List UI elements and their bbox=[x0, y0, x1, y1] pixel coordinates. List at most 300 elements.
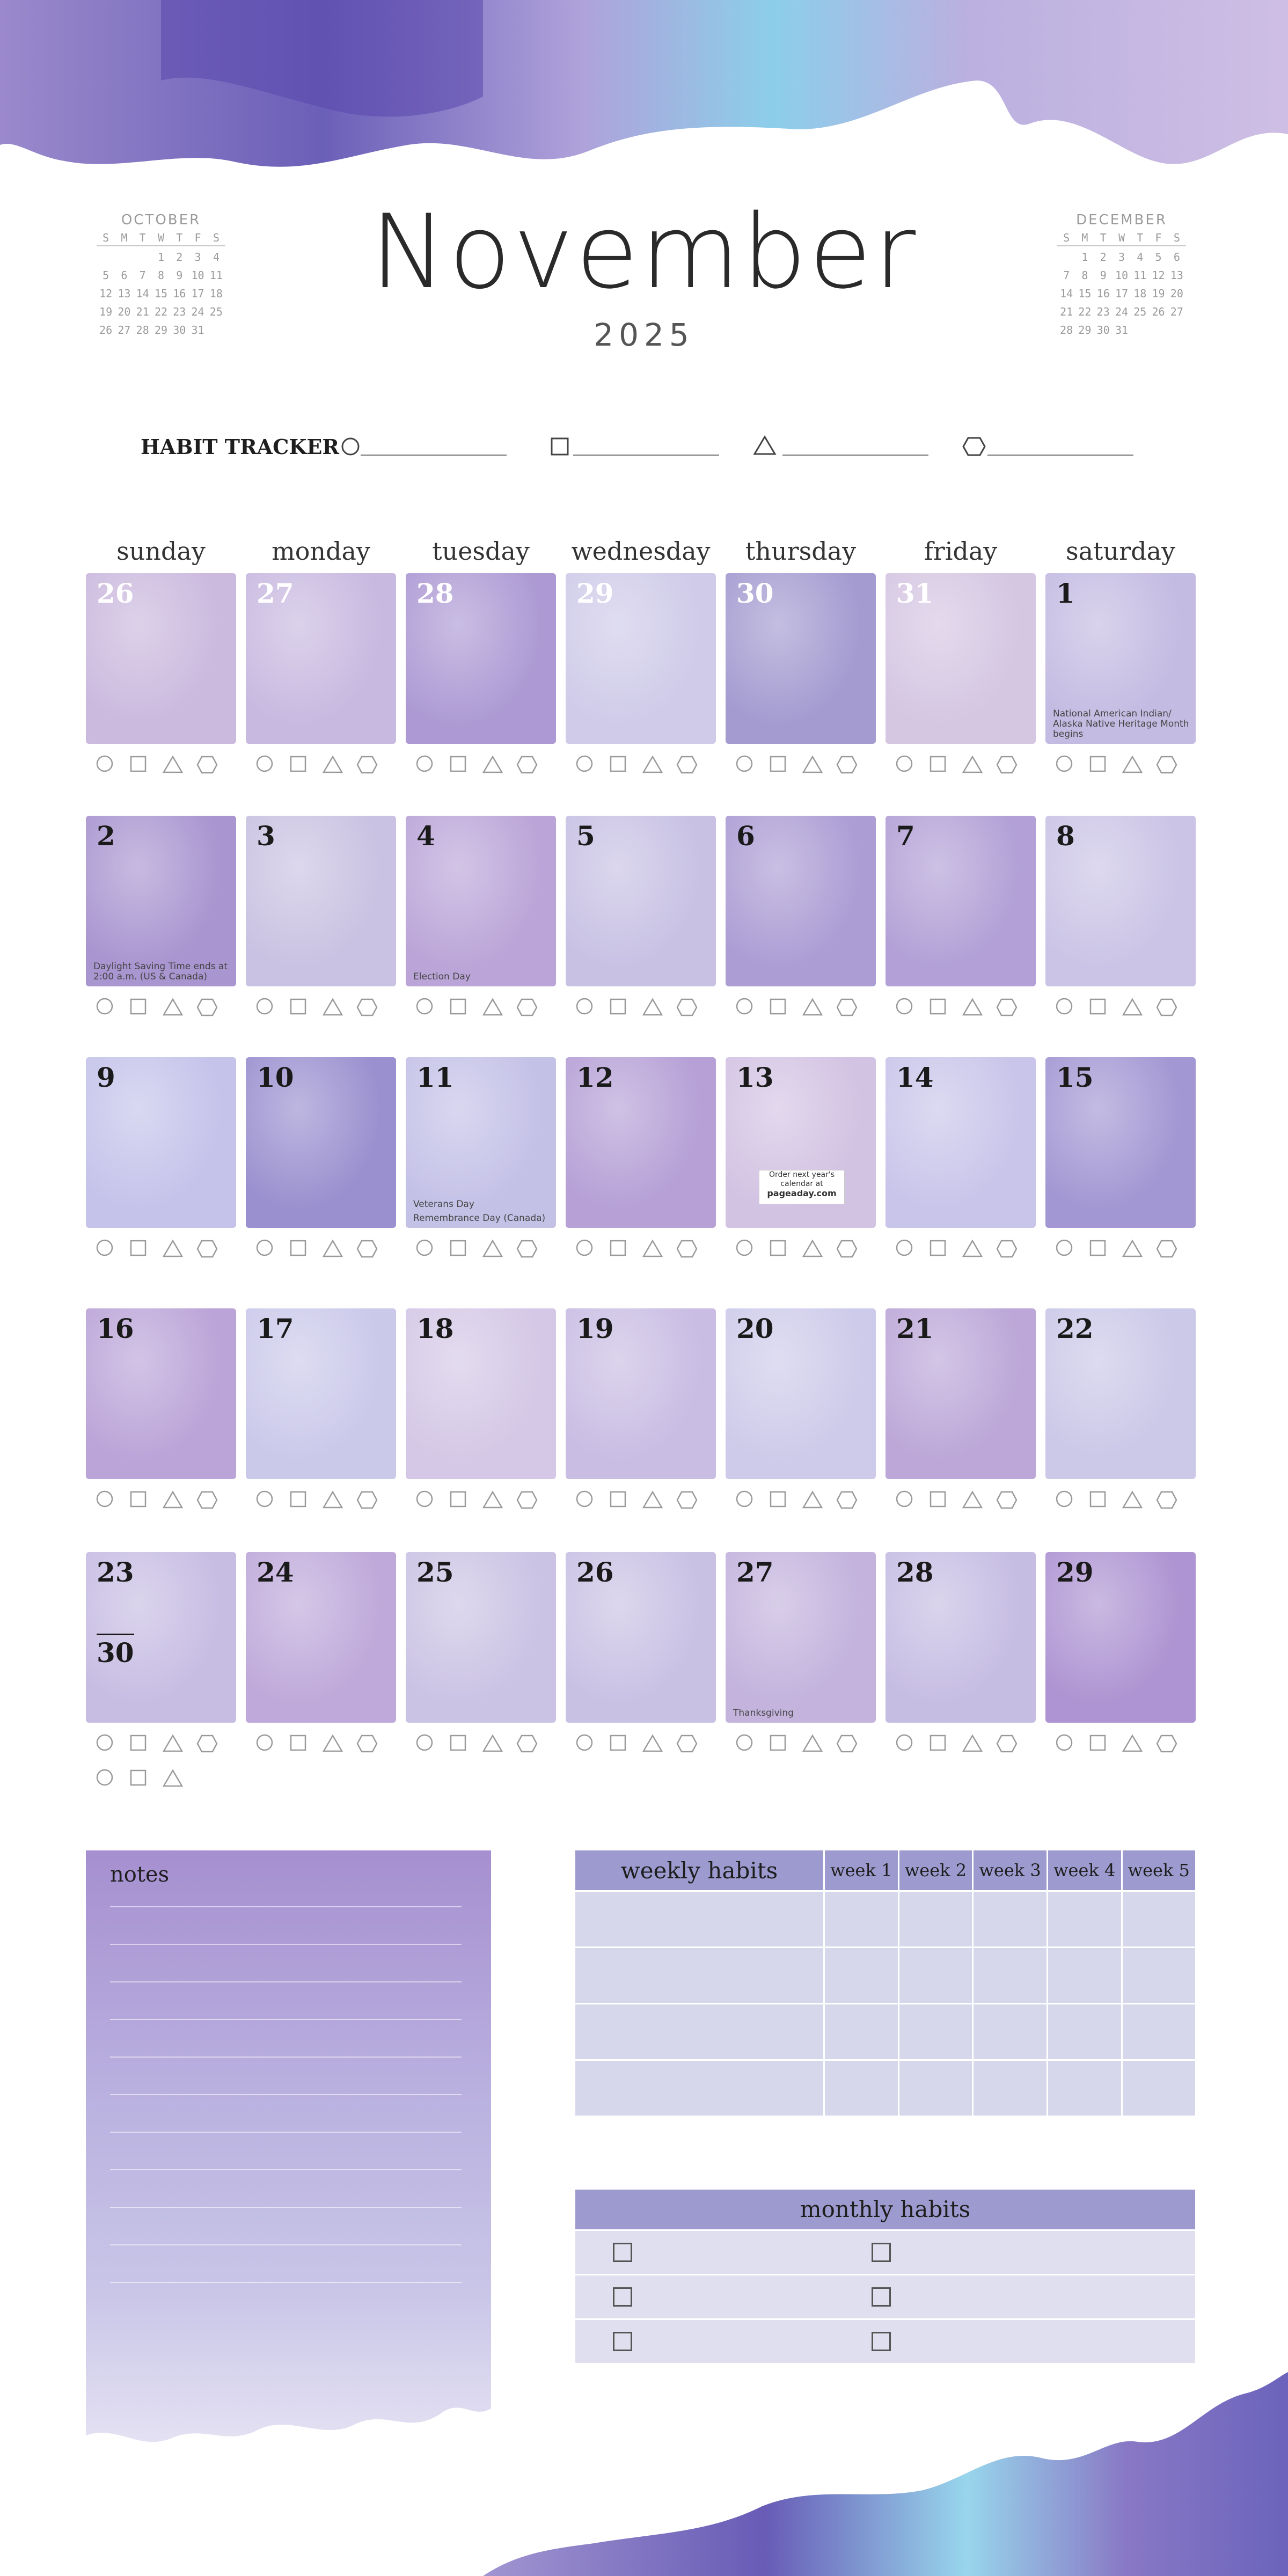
hexagon-habit-checkbox-icon[interactable] bbox=[356, 997, 378, 1019]
triangle-habit-checkbox-icon[interactable] bbox=[323, 1733, 344, 1755]
hexagon-icon bbox=[962, 436, 986, 457]
week-column-header: week 5 bbox=[1122, 1850, 1195, 1891]
triangle-habit-checkbox-icon[interactable] bbox=[482, 1239, 504, 1260]
circle-habit-checkbox-icon[interactable] bbox=[415, 1490, 437, 1511]
calendar-day-cell[interactable] bbox=[1045, 573, 1196, 744]
calendar-day-cell[interactable] bbox=[86, 573, 236, 744]
circle-habit-checkbox-icon[interactable] bbox=[255, 1239, 277, 1260]
mini-calendar-day: 10 bbox=[191, 269, 204, 282]
mini-calendar-day: 17 bbox=[1115, 287, 1129, 300]
mini-calendar-day: 25 bbox=[209, 305, 223, 318]
calendar-day-cell[interactable] bbox=[86, 816, 236, 986]
mini-calendar-day: 5 bbox=[103, 269, 109, 282]
day-number: 17 bbox=[257, 1313, 294, 1344]
triangle-habit-checkbox-icon[interactable] bbox=[323, 755, 344, 776]
promo-badge[interactable] bbox=[759, 1170, 845, 1204]
square-habit-checkbox-icon[interactable] bbox=[769, 755, 790, 776]
hexagon-habit-checkbox-icon[interactable] bbox=[676, 997, 698, 1019]
triangle-habit-checkbox-icon[interactable] bbox=[642, 997, 664, 1019]
circle-habit-checkbox-icon[interactable] bbox=[575, 1490, 597, 1511]
circle-habit-checkbox-icon[interactable] bbox=[735, 1239, 757, 1260]
monthly-habit-checkbox[interactable] bbox=[872, 2243, 891, 2262]
week-column-header: week 4 bbox=[1047, 1850, 1122, 1891]
calendar-day-cell[interactable] bbox=[246, 1308, 396, 1479]
day-number: 26 bbox=[576, 1556, 614, 1588]
triangle-habit-checkbox-icon[interactable] bbox=[1122, 1490, 1144, 1511]
weekday-initial: T bbox=[1137, 231, 1144, 244]
square-habit-checkbox-icon[interactable] bbox=[449, 1490, 470, 1511]
weekly-habit-check-cell[interactable] bbox=[973, 1891, 1048, 1948]
weekly-habit-row bbox=[575, 2004, 1195, 2060]
holiday-note: Remembrance Day (Canada) bbox=[413, 1213, 546, 1224]
calendar-day-cell[interactable] bbox=[1045, 1552, 1196, 1723]
hexagon-habit-checkbox-icon[interactable] bbox=[836, 1733, 858, 1755]
calendar-day-cell[interactable] bbox=[86, 1057, 236, 1228]
monthly-habit-row bbox=[575, 2231, 1195, 2274]
square-habit-checkbox-icon[interactable] bbox=[1088, 1490, 1110, 1511]
mini-calendar-day: 26 bbox=[99, 324, 113, 336]
hexagon-habit-checkbox-icon[interactable] bbox=[996, 1490, 1018, 1511]
hexagon-habit-checkbox-icon[interactable] bbox=[836, 1239, 858, 1260]
weekday-initial: S bbox=[213, 231, 219, 244]
notes-panel[interactable] bbox=[86, 1850, 491, 2454]
monthly-habit-checkbox[interactable] bbox=[872, 2332, 891, 2351]
day-number: 22 bbox=[1056, 1313, 1094, 1344]
square-habit-checkbox-icon[interactable] bbox=[769, 997, 790, 1019]
triangle-habit-checkbox-icon[interactable] bbox=[642, 755, 664, 776]
circle-habit-checkbox-icon[interactable] bbox=[1055, 755, 1077, 776]
calendar-day-cell[interactable] bbox=[726, 816, 876, 986]
circle-habit-checkbox-icon[interactable] bbox=[96, 1733, 117, 1755]
weekly-habit-check-cell[interactable] bbox=[1047, 1891, 1122, 1948]
triangle-habit-checkbox-icon[interactable] bbox=[482, 1490, 504, 1511]
mini-calendar-day: 10 bbox=[1115, 269, 1129, 282]
hexagon-habit-checkbox-icon[interactable] bbox=[196, 997, 218, 1019]
hexagon-habit-checkbox-icon[interactable] bbox=[1156, 1239, 1177, 1260]
split-day-divider bbox=[97, 1634, 134, 1635]
calendar-day-cell[interactable] bbox=[1045, 1057, 1196, 1228]
weekly-habits-body bbox=[575, 1891, 1195, 2116]
monthly-habit-row bbox=[575, 2275, 1195, 2318]
circle-habit-checkbox-icon[interactable] bbox=[96, 1239, 117, 1260]
circle-habit-checkbox-icon[interactable] bbox=[735, 1733, 757, 1755]
mini-calendar-day: 3 bbox=[194, 251, 201, 264]
circle-habit-checkbox-icon[interactable] bbox=[575, 755, 597, 776]
weekly-habit-check-cell[interactable] bbox=[898, 2004, 973, 2060]
habit-checkbox-row bbox=[724, 1733, 875, 1755]
calendar-day-cell[interactable] bbox=[246, 573, 396, 744]
calendar-day-cell[interactable] bbox=[726, 573, 876, 744]
calendar-day-cell[interactable] bbox=[406, 1552, 556, 1723]
hexagon-habit-checkbox-icon[interactable] bbox=[516, 1239, 538, 1260]
weekday-wednesday: wednesday bbox=[571, 537, 711, 566]
square-habit-checkbox-icon[interactable] bbox=[769, 1733, 790, 1755]
calendar-day-cell[interactable] bbox=[726, 1057, 876, 1228]
calendar-day-cell[interactable] bbox=[726, 1552, 876, 1723]
circle-habit-checkbox-icon[interactable] bbox=[415, 755, 437, 776]
calendar-day-cell[interactable] bbox=[246, 816, 396, 986]
weekday-friday: friday bbox=[924, 537, 998, 566]
square-habit-checkbox-icon[interactable] bbox=[129, 1733, 150, 1755]
notes-label: notes bbox=[110, 1862, 170, 1887]
square-habit-checkbox-icon[interactable] bbox=[609, 1239, 630, 1260]
triangle-habit-checkbox-icon[interactable] bbox=[642, 1733, 664, 1755]
triangle-habit-checkbox-icon[interactable] bbox=[163, 1490, 184, 1511]
calendar-day-cell[interactable] bbox=[86, 1308, 236, 1479]
circle-habit-checkbox-icon[interactable] bbox=[415, 997, 437, 1019]
square-habit-checkbox-icon[interactable] bbox=[129, 1239, 150, 1260]
calendar-day-cell[interactable] bbox=[246, 1552, 396, 1723]
hexagon-habit-checkbox-icon[interactable] bbox=[1156, 997, 1177, 1019]
triangle-habit-checkbox-icon[interactable] bbox=[962, 1490, 984, 1511]
day-number: 31 bbox=[896, 577, 934, 609]
hexagon-habit-checkbox-icon[interactable] bbox=[196, 1239, 218, 1260]
habit-line-triangle[interactable] bbox=[782, 455, 928, 456]
habit-checkbox-row bbox=[565, 755, 715, 776]
square-habit-checkbox-icon[interactable] bbox=[928, 1490, 950, 1511]
square-habit-checkbox-icon[interactable] bbox=[609, 1733, 630, 1755]
weekly-habit-name-cell[interactable] bbox=[575, 2004, 824, 2060]
triangle-habit-checkbox-icon[interactable] bbox=[482, 755, 504, 776]
day-number: 7 bbox=[896, 820, 915, 852]
mini-calendar-day: 11 bbox=[1133, 269, 1147, 282]
weekday-initial: F bbox=[1155, 231, 1162, 244]
habit-checkbox-row bbox=[405, 1490, 555, 1511]
circle-habit-checkbox-icon[interactable] bbox=[96, 755, 117, 776]
mini-calendar-day: 2 bbox=[176, 251, 183, 264]
weekly-habit-check-cell[interactable] bbox=[1122, 2004, 1195, 2060]
triangle-habit-checkbox-icon[interactable] bbox=[163, 1768, 184, 1790]
square-habit-checkbox-icon[interactable] bbox=[928, 997, 950, 1019]
calendar-day-cell[interactable] bbox=[406, 816, 556, 986]
square-habit-checkbox-icon[interactable] bbox=[1088, 1733, 1110, 1755]
circle-habit-checkbox-icon[interactable] bbox=[895, 1239, 917, 1260]
monthly-habit-checkbox[interactable] bbox=[613, 2243, 632, 2262]
weekly-habit-check-cell[interactable] bbox=[973, 2004, 1048, 2060]
triangle-habit-checkbox-icon[interactable] bbox=[163, 1239, 184, 1260]
habit-checkbox-row bbox=[724, 1239, 875, 1260]
hexagon-habit-checkbox-icon[interactable] bbox=[676, 755, 698, 776]
hexagon-habit-checkbox-icon[interactable] bbox=[676, 1490, 698, 1511]
monthly-habit-checkbox[interactable] bbox=[613, 2332, 632, 2351]
day-number: 27 bbox=[736, 1556, 774, 1588]
day-number: 26 bbox=[97, 577, 134, 609]
promo-url[interactable]: pageaday.com bbox=[767, 1188, 837, 1198]
circle-habit-checkbox-icon[interactable] bbox=[735, 755, 757, 776]
calendar-day-cell[interactable] bbox=[566, 816, 716, 986]
circle-habit-checkbox-icon[interactable] bbox=[575, 1733, 597, 1755]
holiday-note: National American Indian/ Alaska Native Heritage Month begins bbox=[1053, 708, 1189, 740]
habit-checkbox-row bbox=[884, 1733, 1035, 1755]
triangle-habit-checkbox-icon[interactable] bbox=[802, 1733, 824, 1755]
hexagon-habit-checkbox-icon[interactable] bbox=[516, 997, 538, 1019]
mini-calendar-day: 8 bbox=[157, 269, 165, 282]
weekly-habit-check-cell[interactable] bbox=[973, 2060, 1048, 2116]
day-number: 15 bbox=[1056, 1062, 1094, 1093]
weekly-habit-check-cell[interactable] bbox=[1122, 2060, 1195, 2116]
month-title: November bbox=[370, 193, 918, 311]
mini-calendar-day: 18 bbox=[1133, 287, 1147, 300]
hexagon-habit-checkbox-icon[interactable] bbox=[1156, 1490, 1177, 1511]
triangle-habit-checkbox-icon[interactable] bbox=[482, 997, 504, 1019]
calendar-day-cell[interactable] bbox=[1045, 816, 1196, 986]
mini-calendar-day: 20 bbox=[1170, 287, 1183, 300]
circle-habit-checkbox-icon[interactable] bbox=[895, 755, 917, 776]
day-number: 10 bbox=[257, 1062, 294, 1093]
triangle-habit-checkbox-icon[interactable] bbox=[163, 755, 184, 776]
hexagon-habit-checkbox-icon[interactable] bbox=[356, 755, 378, 776]
calendar-day-cell[interactable] bbox=[406, 1308, 556, 1479]
square-habit-checkbox-icon[interactable] bbox=[1088, 997, 1110, 1019]
square-habit-checkbox-icon[interactable] bbox=[609, 755, 630, 776]
hexagon-habit-checkbox-icon[interactable] bbox=[196, 1490, 218, 1511]
mini-calendar-day: 15 bbox=[1078, 287, 1092, 300]
square-habit-checkbox-icon[interactable] bbox=[289, 755, 310, 776]
square-habit-checkbox-icon[interactable] bbox=[449, 997, 470, 1019]
habit-checkbox-row bbox=[724, 1490, 875, 1511]
circle-habit-checkbox-icon[interactable] bbox=[575, 997, 597, 1019]
square-habit-checkbox-icon[interactable] bbox=[769, 1490, 790, 1511]
hexagon-habit-checkbox-icon[interactable] bbox=[516, 1733, 538, 1755]
weekly-habit-check-cell[interactable] bbox=[898, 2060, 973, 2116]
triangle-habit-checkbox-icon[interactable] bbox=[1122, 1733, 1144, 1755]
triangle-habit-checkbox-icon[interactable] bbox=[323, 1490, 344, 1511]
circle-habit-checkbox-icon[interactable] bbox=[255, 1490, 277, 1511]
triangle-habit-checkbox-icon[interactable] bbox=[1122, 755, 1144, 776]
mini-calendar-day: 13 bbox=[118, 287, 131, 300]
weekly-habit-check-cell[interactable] bbox=[1047, 1948, 1122, 2004]
circle-habit-checkbox-icon[interactable] bbox=[96, 1768, 117, 1790]
circle-habit-checkbox-icon[interactable] bbox=[96, 997, 117, 1019]
mini-calendar-day: 26 bbox=[1152, 305, 1165, 318]
weekly-habit-name-cell[interactable] bbox=[575, 2060, 824, 2116]
calendar-day-cell[interactable] bbox=[246, 1057, 396, 1228]
circle-habit-checkbox-icon[interactable] bbox=[895, 997, 917, 1019]
weekly-habit-name-cell[interactable] bbox=[575, 1948, 824, 2004]
square-habit-checkbox-icon[interactable] bbox=[129, 1768, 150, 1790]
square-habit-checkbox-icon[interactable] bbox=[129, 997, 150, 1019]
mini-calendar-day: 12 bbox=[99, 287, 113, 300]
weekly-habit-check-cell[interactable] bbox=[824, 1948, 899, 2004]
hexagon-habit-checkbox-icon[interactable] bbox=[196, 755, 218, 776]
circle-habit-checkbox-icon[interactable] bbox=[96, 1490, 117, 1511]
weekday-initial: S bbox=[103, 231, 109, 244]
mini-calendar-day: 25 bbox=[1133, 305, 1147, 318]
habit-checkbox-row bbox=[1044, 1733, 1195, 1755]
triangle-habit-checkbox-icon[interactable] bbox=[323, 1239, 344, 1260]
weekly-habit-check-cell[interactable] bbox=[824, 2060, 899, 2116]
calendar-day-cell[interactable] bbox=[885, 1552, 1036, 1723]
weekly-habit-check-cell[interactable] bbox=[824, 1891, 899, 1948]
square-habit-checkbox-icon[interactable] bbox=[769, 1239, 790, 1260]
weekly-habit-check-cell[interactable] bbox=[973, 1948, 1048, 2004]
mini-calendar-day: 1 bbox=[157, 251, 165, 264]
hexagon-habit-checkbox-icon[interactable] bbox=[516, 755, 538, 776]
square-habit-checkbox-icon[interactable] bbox=[289, 997, 310, 1019]
calendar-day-cell[interactable] bbox=[566, 573, 716, 744]
triangle-habit-checkbox-icon[interactable] bbox=[1122, 1239, 1144, 1260]
watercolor-top-decoration bbox=[0, 0, 1288, 193]
circle-habit-checkbox-icon[interactable] bbox=[255, 1733, 277, 1755]
hexagon-habit-checkbox-icon[interactable] bbox=[356, 1239, 378, 1260]
weekday-initial: T bbox=[1100, 231, 1107, 244]
circle-habit-checkbox-icon[interactable] bbox=[415, 1239, 437, 1260]
hexagon-habit-checkbox-icon[interactable] bbox=[516, 1490, 538, 1511]
circle-habit-checkbox-icon[interactable] bbox=[1055, 997, 1077, 1019]
habit-line-hexagon[interactable] bbox=[987, 455, 1133, 456]
square-habit-checkbox-icon[interactable] bbox=[609, 997, 630, 1019]
mini-calendar-day: 2 bbox=[1100, 251, 1107, 264]
weekday-initial: M bbox=[1081, 231, 1088, 244]
day-number: 6 bbox=[736, 820, 755, 852]
square-habit-checkbox-icon[interactable] bbox=[928, 755, 950, 776]
holiday-note: Veterans Day bbox=[413, 1199, 474, 1210]
day-number: 27 bbox=[257, 577, 294, 609]
day-number: 8 bbox=[1056, 820, 1075, 852]
monthly-habit-checkbox[interactable] bbox=[613, 2287, 632, 2307]
calendar-day-cell[interactable] bbox=[1045, 1308, 1196, 1479]
mini-calendar-day: 22 bbox=[1078, 305, 1092, 318]
mini-calendar-day: 18 bbox=[209, 287, 223, 300]
calendar-day-cell[interactable] bbox=[885, 1057, 1036, 1228]
weekday-initial: S bbox=[1173, 231, 1180, 244]
hexagon-habit-checkbox-icon[interactable] bbox=[996, 1733, 1018, 1755]
square-habit-checkbox-icon[interactable] bbox=[289, 1239, 310, 1260]
habit-line-circle[interactable] bbox=[361, 455, 507, 456]
monthly-habit-row bbox=[575, 2320, 1195, 2363]
square-habit-checkbox-icon[interactable] bbox=[609, 1490, 630, 1511]
week-column-header: week 3 bbox=[973, 1850, 1048, 1891]
circle-habit-checkbox-icon[interactable] bbox=[1055, 1490, 1077, 1511]
triangle-habit-checkbox-icon[interactable] bbox=[962, 997, 984, 1019]
triangle-habit-checkbox-icon[interactable] bbox=[802, 997, 824, 1019]
hexagon-habit-checkbox-icon[interactable] bbox=[836, 1490, 858, 1511]
calendar-day-cell[interactable] bbox=[885, 1308, 1036, 1479]
square-habit-checkbox-icon[interactable] bbox=[928, 1239, 950, 1260]
monthly-habit-checkbox[interactable] bbox=[872, 2287, 891, 2307]
square-habit-checkbox-icon[interactable] bbox=[289, 1490, 310, 1511]
weekly-habit-check-cell[interactable] bbox=[1122, 1948, 1195, 2004]
triangle-habit-checkbox-icon[interactable] bbox=[802, 1239, 824, 1260]
calendar-day-cell[interactable] bbox=[566, 1552, 716, 1723]
triangle-habit-checkbox-icon[interactable] bbox=[323, 997, 344, 1019]
calendar-day-cell[interactable] bbox=[566, 1308, 716, 1479]
habit-checkbox-row bbox=[245, 997, 395, 1019]
circle-habit-checkbox-icon[interactable] bbox=[415, 1733, 437, 1755]
weekly-habit-row bbox=[575, 1948, 1195, 2004]
triangle-habit-checkbox-icon[interactable] bbox=[163, 1733, 184, 1755]
calendar-day-cell[interactable] bbox=[885, 816, 1036, 986]
calendar-day-cell[interactable] bbox=[86, 1552, 236, 1723]
hexagon-habit-checkbox-icon[interactable] bbox=[676, 1239, 698, 1260]
circle-habit-checkbox-icon[interactable] bbox=[1055, 1733, 1077, 1755]
weekly-habit-name-cell[interactable] bbox=[575, 1891, 824, 1948]
habit-checkbox-row bbox=[1044, 1239, 1195, 1260]
circle-habit-checkbox-icon[interactable] bbox=[255, 997, 277, 1019]
weekly-habit-check-cell[interactable] bbox=[1047, 2060, 1122, 2116]
triangle-habit-checkbox-icon[interactable] bbox=[1122, 997, 1144, 1019]
weekly-habit-check-cell[interactable] bbox=[1122, 1891, 1195, 1948]
hexagon-habit-checkbox-icon[interactable] bbox=[356, 1490, 378, 1511]
square-habit-checkbox-icon[interactable] bbox=[129, 1490, 150, 1511]
square-habit-checkbox-icon[interactable] bbox=[928, 1733, 950, 1755]
triangle-habit-checkbox-icon[interactable] bbox=[482, 1733, 504, 1755]
hexagon-habit-checkbox-icon[interactable] bbox=[996, 997, 1018, 1019]
circle-habit-checkbox-icon[interactable] bbox=[1055, 1239, 1077, 1260]
triangle-habit-checkbox-icon[interactable] bbox=[802, 1490, 824, 1511]
mini-calendar-day: 13 bbox=[1170, 269, 1183, 282]
mini-calendar-day: 4 bbox=[213, 251, 219, 264]
hexagon-habit-checkbox-icon[interactable] bbox=[836, 997, 858, 1019]
habit-checkbox-row bbox=[565, 1733, 715, 1755]
triangle-habit-checkbox-icon[interactable] bbox=[163, 997, 184, 1019]
square-habit-checkbox-icon[interactable] bbox=[289, 1733, 310, 1755]
weekly-habit-check-cell[interactable] bbox=[898, 1948, 973, 2004]
day-number: 9 bbox=[97, 1062, 115, 1093]
triangle-habit-checkbox-icon[interactable] bbox=[802, 755, 824, 776]
calendar-day-cell[interactable] bbox=[406, 573, 556, 744]
weekday-thursday: thursday bbox=[745, 537, 857, 566]
mini-calendar-title: DECEMBER bbox=[1076, 212, 1167, 228]
triangle-habit-checkbox-icon[interactable] bbox=[642, 1490, 664, 1511]
circle-habit-checkbox-icon[interactable] bbox=[735, 1490, 757, 1511]
triangle-habit-checkbox-icon[interactable] bbox=[962, 1733, 984, 1755]
calendar-day-cell[interactable] bbox=[406, 1057, 556, 1228]
mini-calendar-day: 4 bbox=[1137, 251, 1144, 264]
square-habit-checkbox-icon[interactable] bbox=[449, 1733, 470, 1755]
hexagon-habit-checkbox-icon[interactable] bbox=[196, 1733, 218, 1755]
hexagon-habit-checkbox-icon[interactable] bbox=[836, 755, 858, 776]
hexagon-habit-checkbox-icon[interactable] bbox=[996, 1239, 1018, 1260]
holiday-note: Thanksgiving bbox=[733, 1708, 794, 1718]
weekly-habit-check-cell[interactable] bbox=[824, 2004, 899, 2060]
calendar-day-cell[interactable] bbox=[566, 1057, 716, 1228]
calendar-day-cell[interactable] bbox=[885, 573, 1036, 744]
mini-calendar-day: 12 bbox=[1152, 269, 1165, 282]
weekday-initial: T bbox=[176, 231, 183, 244]
circle-habit-checkbox-icon[interactable] bbox=[895, 1733, 917, 1755]
square-habit-checkbox-icon[interactable] bbox=[1088, 1239, 1110, 1260]
weekday-tuesday: tuesday bbox=[432, 537, 530, 566]
habit-checkbox-row bbox=[85, 1239, 235, 1260]
hexagon-habit-checkbox-icon[interactable] bbox=[676, 1733, 698, 1755]
hexagon-habit-checkbox-icon[interactable] bbox=[996, 755, 1018, 776]
habit-line-square[interactable] bbox=[573, 455, 719, 456]
square-habit-checkbox-icon[interactable] bbox=[129, 755, 150, 776]
circle-habit-checkbox-icon[interactable] bbox=[895, 1490, 917, 1511]
weekly-habit-check-cell[interactable] bbox=[898, 1891, 973, 1948]
circle-habit-checkbox-icon[interactable] bbox=[255, 755, 277, 776]
day-number: 4 bbox=[416, 820, 435, 852]
triangle-habit-checkbox-icon[interactable] bbox=[962, 755, 984, 776]
habit-checkbox-row bbox=[565, 997, 715, 1019]
calendar-day-cell[interactable] bbox=[726, 1308, 876, 1479]
triangle-habit-checkbox-icon[interactable] bbox=[642, 1239, 664, 1260]
mini-calendar-day: 7 bbox=[1063, 269, 1070, 282]
mini-calendar-day: 24 bbox=[1115, 305, 1129, 318]
mini-calendar-day: 28 bbox=[136, 324, 149, 336]
square-habit-checkbox-icon[interactable] bbox=[1088, 755, 1110, 776]
weekly-habit-check-cell[interactable] bbox=[1047, 2004, 1122, 2060]
circle-habit-checkbox-icon[interactable] bbox=[575, 1239, 597, 1260]
square-habit-checkbox-icon[interactable] bbox=[449, 755, 470, 776]
square-habit-checkbox-icon[interactable] bbox=[449, 1239, 470, 1260]
circle-habit-checkbox-icon[interactable] bbox=[735, 997, 757, 1019]
hexagon-habit-checkbox-icon[interactable] bbox=[1156, 755, 1177, 776]
hexagon-habit-checkbox-icon[interactable] bbox=[1156, 1733, 1177, 1755]
triangle-habit-checkbox-icon[interactable] bbox=[962, 1239, 984, 1260]
hexagon-habit-checkbox-icon[interactable] bbox=[356, 1733, 378, 1755]
